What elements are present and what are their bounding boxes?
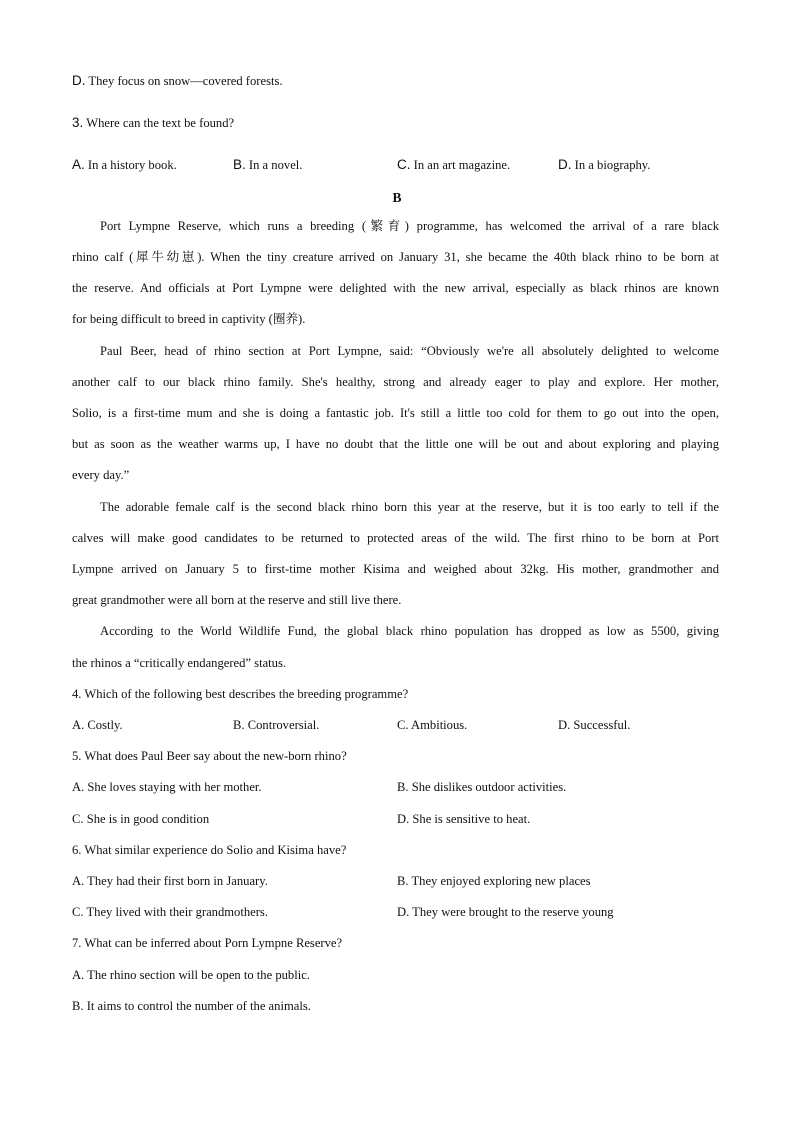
paragraph-line: Port Lympne Reserve, which runs a breeding (繁育) programme, has welcomed the arrival of a rare black xyxy=(100,219,719,233)
paragraph-line: another calf to our black rhino family. She's healthy, strong and already eager to play and explore. Her mother, xyxy=(72,375,719,389)
option-c: C. They lived with their grandmothers. xyxy=(72,905,268,919)
option-b: B. Controversial. xyxy=(233,718,320,732)
question-stem: 4. Which of the following best describes the breeding programme? xyxy=(72,687,409,701)
question-stem: 7. What can be inferred about Porn Lympne Reserve? xyxy=(72,936,343,950)
option-text: In a novel. xyxy=(248,158,303,172)
option-c: C. Ambitious. xyxy=(397,718,468,732)
paragraph-line: The adorable female calf is the second black rhino born this year at the reserve, but it is too early to tell if the xyxy=(100,500,719,514)
paragraph-line: but as soon as the weather warms up, I have no doubt that the little one will be out and about exploring and playing xyxy=(72,437,719,451)
q3-option-b xyxy=(233,157,302,173)
option-a: A. They had their first born in January. xyxy=(72,874,268,888)
question-stem: 6. What similar experience do Solio and Kisima have? xyxy=(72,843,347,857)
q3-option-c xyxy=(397,157,510,173)
paragraph-line: Solio, is a first-time mum and she is doing a fantastic job. It's still a little too cold for them to go out into the open, xyxy=(72,406,719,420)
paragraph-line: rhino calf (犀牛幼崽). When the tiny creature arrived on January 31, she became the 40th black rhino to be born at xyxy=(72,250,719,264)
paragraph-line: calves will make good candidates to be returned to protected areas of the wild. The first rhino to be born at Port xyxy=(72,531,719,545)
option-d: D. Successful. xyxy=(558,718,631,732)
option-b: B. They enjoyed exploring new places xyxy=(397,874,591,888)
paragraph-line: Lympne arrived on January 5 to first-time mother Kisima and weighed about 32kg. His mother, grandmother and xyxy=(72,562,719,576)
option-text: They focus on snow—covered forests. xyxy=(88,74,283,88)
question-stem: 5. What does Paul Beer say about the new-born rhino? xyxy=(72,749,347,763)
question-text: Where can the text be found? xyxy=(86,116,235,130)
q3-option-a xyxy=(72,157,177,173)
paragraph-line: Paul Beer, head of rhino section at Port Lympne, said: “Obviously we're all absolutely delighted to welcome xyxy=(100,344,719,358)
option-text: In an art magazine. xyxy=(413,158,511,172)
option-text: In a biography. xyxy=(574,158,651,172)
paragraph-line: great grandmother were all born at the reserve and still live there. xyxy=(72,593,402,607)
option-letter: B. xyxy=(233,157,246,172)
paragraph-line: for being difficult to breed in captivity (圈养). xyxy=(72,312,306,326)
option-b: B. She dislikes outdoor activities. xyxy=(397,780,567,794)
paragraph-line: According to the World Wildlife Fund, the global black rhino population has dropped as low as 5500, giving xyxy=(100,624,719,638)
option-letter: C. xyxy=(397,157,411,172)
paragraph-line: every day.” xyxy=(72,468,130,482)
option-a: A. She loves staying with her mother. xyxy=(72,780,262,794)
option-d: D. They were brought to the reserve young xyxy=(397,905,614,919)
paragraph-line: the reserve. And officials at Port Lympne were delighted with the new arrival, especially as black rhinos are known xyxy=(72,281,719,295)
option-a: A. Costly. xyxy=(72,718,123,732)
question-number: 3. xyxy=(72,115,84,130)
option-a: A. The rhino section will be open to the public. xyxy=(72,968,310,982)
q2-option-d xyxy=(72,73,283,89)
option-b: B. It aims to control the number of the animals. xyxy=(72,999,311,1013)
option-text: In a history book. xyxy=(87,158,177,172)
option-letter: D. xyxy=(558,157,572,172)
option-letter: A. xyxy=(72,157,85,172)
q3-stem xyxy=(72,115,234,131)
option-d: D. She is sensitive to heat. xyxy=(397,812,531,826)
paragraph-line: the rhinos a “critically endangered” status. xyxy=(72,656,287,670)
option-letter: D. xyxy=(72,73,86,88)
option-c: C. She is in good condition xyxy=(72,812,210,826)
section-heading: B xyxy=(392,190,402,205)
q3-option-d xyxy=(558,157,650,173)
